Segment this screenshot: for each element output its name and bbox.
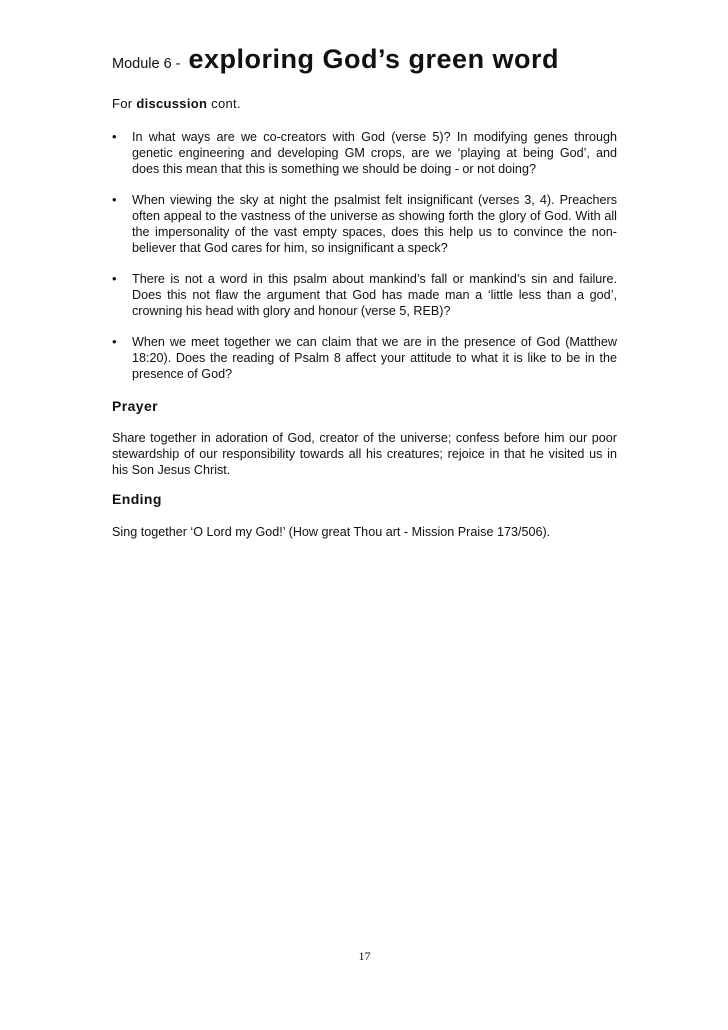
module-number: Module 6 - bbox=[112, 56, 181, 72]
bullet-icon: • bbox=[112, 129, 117, 144]
list-item bbox=[112, 271, 617, 319]
discussion-questions-list bbox=[112, 129, 617, 397]
prayer-heading: Prayer bbox=[112, 398, 158, 414]
discussion-subheading bbox=[112, 96, 241, 111]
module-title: exploring God’s green word bbox=[188, 44, 560, 74]
bullet-icon: • bbox=[112, 334, 117, 349]
list-item bbox=[112, 334, 617, 382]
bullet-icon: • bbox=[112, 192, 117, 207]
list-item-text: There is not a word in this psalm about mankind’s fall or mankind’s sin and failure. Does this not flaw the argument that God has made man a ‘little less than a god’, crowning his head with glory and honour (verse 5, REB)? bbox=[132, 272, 617, 318]
ending-heading: Ending bbox=[112, 491, 162, 507]
page-number: 17 bbox=[358, 949, 371, 963]
for-text: For bbox=[112, 96, 133, 111]
module-header bbox=[112, 44, 617, 75]
list-item bbox=[112, 129, 617, 177]
discussion-word: discussion bbox=[136, 96, 208, 111]
list-item bbox=[112, 192, 617, 256]
ending-text: Sing together ‘O Lord my God!’ (How great Thou art - Mission Praise 173/506). bbox=[112, 525, 551, 539]
list-item-text: When viewing the sky at night the psalmist felt insignificant (verses 3, 4). Preachers often appeal to the vastness of the universe as showing forth the glory of God. With all the impersonality of the vast empty spaces, does this help us to convince the non-believer that God cares for him, so insignificant a speck? bbox=[132, 193, 617, 255]
list-item-text: In what ways are we co-creators with God (verse 5)? In modifying genes through genetic engineering and developing GM crops, are we ‘playing at being God’, and does this mean that this is something we should be doing - or not doing? bbox=[132, 130, 617, 176]
prayer-text: Share together in adoration of God, creator of the universe; confess before him our poor stewardship of our responsibility towards all his creatures; rejoice in that he visited us in his Son Jesus Christ. bbox=[112, 431, 617, 477]
list-item-text: When we meet together we can claim that we are in the presence of God (Matthew 18:20). Does the reading of Psalm 8 affect your attitude to what it is like to be in the presence of God? bbox=[132, 335, 617, 381]
cont-text: cont. bbox=[211, 96, 241, 111]
bullet-icon: • bbox=[112, 271, 117, 286]
